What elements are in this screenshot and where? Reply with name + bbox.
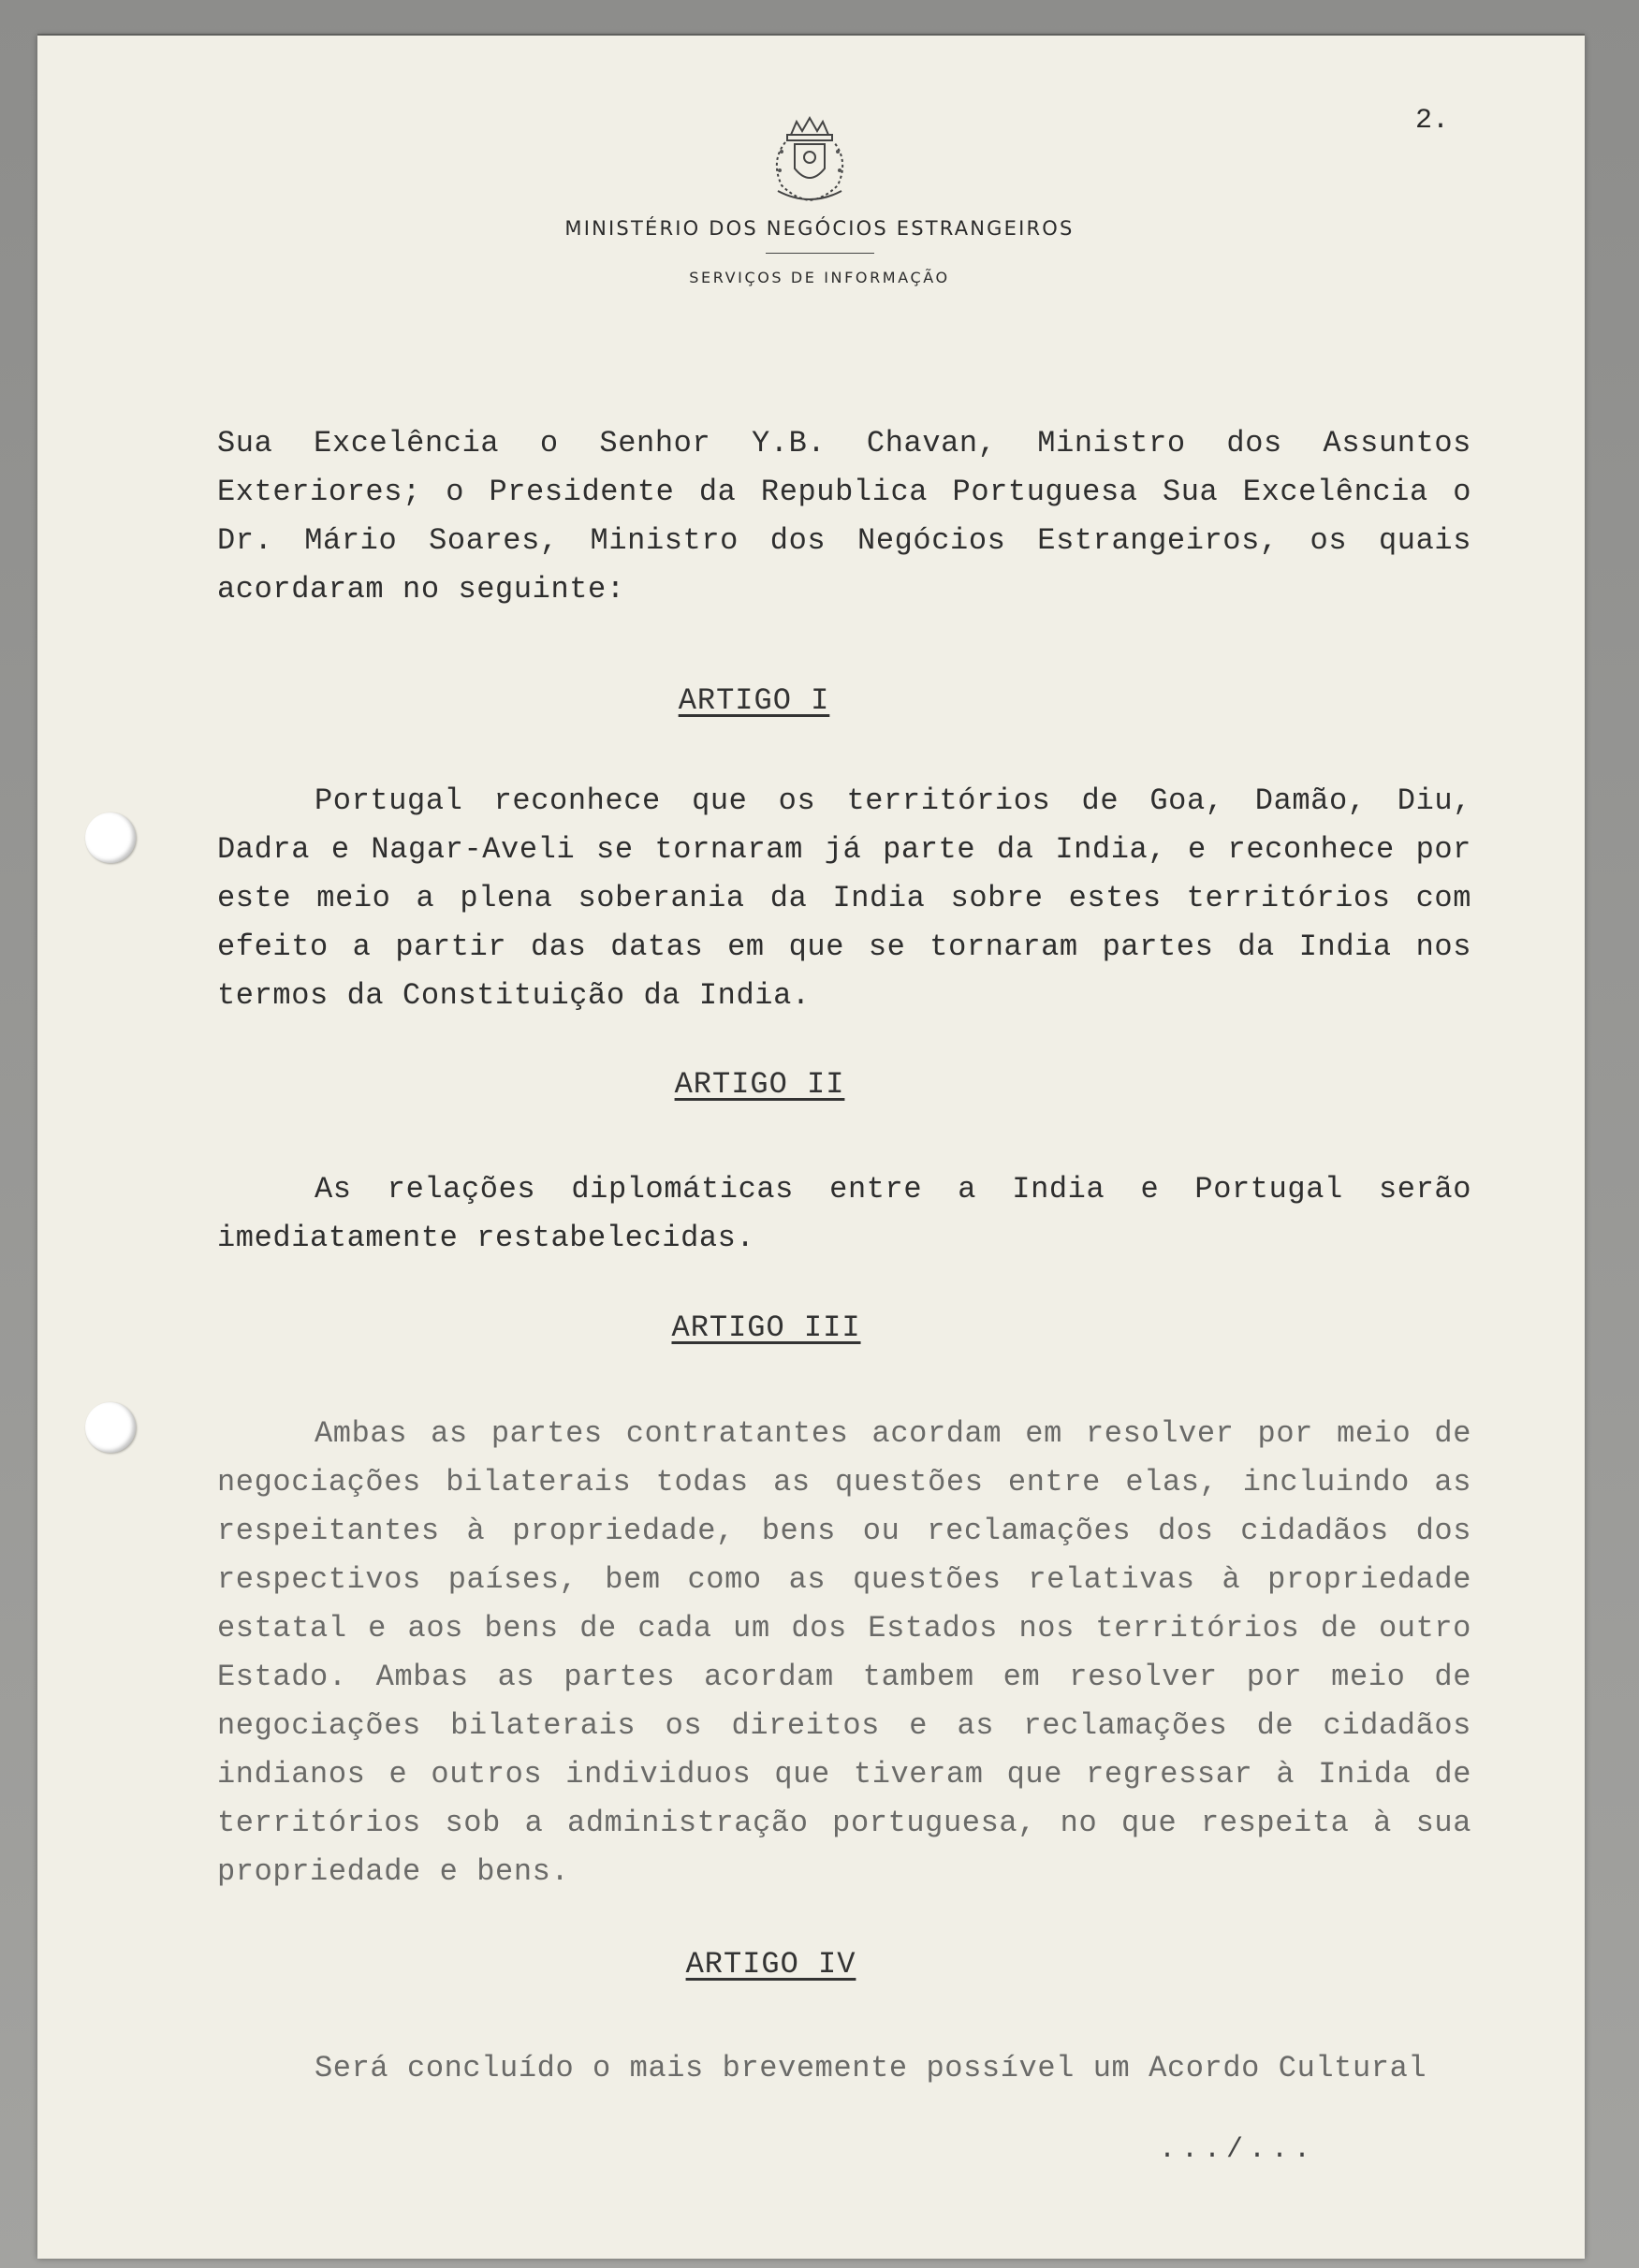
document-page <box>37 36 1585 2259</box>
article-3-heading: ARTIGO III <box>671 1310 861 1345</box>
page-number: 2. <box>1415 105 1450 137</box>
ministry-title: MINISTÉRIO DOS NEGÓCIOS ESTRANGEIROS <box>564 217 1075 240</box>
opening-paragraph: Sua Excelência o Senhor Y.B. Chavan, Ministro dos Assuntos Exteriores; o Presidente da Republica Portuguesa Sua Excelência o Dr. Mário Soares, Ministro dos Negócios Estrangeiros, os quais acordaram no seguinte: <box>217 426 1471 607</box>
punch-hole-top <box>85 812 136 863</box>
service-subtitle: SERVIÇOS DE INFORMAÇÃO <box>689 269 950 286</box>
coat-of-arms-icon <box>754 114 866 208</box>
article-4-heading: ARTIGO IV <box>685 1947 856 1982</box>
article-1-text: Portugal reconhece que os territórios de Goa, Damão, Diu, Dadra e Nagar-Aveli se tornaram já parte da India, e reconhece por este meio a plena soberania da India sobre estes territórios com efeito a partir das datas em que se tornaram partes da India nos termos da Constituição da India. <box>217 783 1471 1013</box>
article-2-text: As relações diplomáticas entre a India e Portugal serão imediatamente restabelecidas. <box>217 1172 1471 1255</box>
article-1-heading: ARTIGO I <box>678 683 830 718</box>
punch-hole-bottom <box>85 1402 136 1453</box>
article-3-text: Ambas as partes contratantes acordam em resolver por meio de negociações bilaterais todas as questões entre elas, incluindo as respeitantes à propriedade, bens ou reclamações dos cidadãos dos respectivos países, bem como as questões relativas à propriedade estatal e aos bens de cada um dos Estados nos territórios de outro Estado. Ambas as partes acordam tambem em resolver por meio de negociações bilaterais os direitos e as reclamações de cidadãos indianos e outros individuos que tiveram que regressar à Inida de territórios sob a administração portuguesa, no que respeita à sua propriedade e bens. <box>217 1416 1471 1889</box>
article-2-heading: ARTIGO II <box>674 1067 845 1102</box>
letterhead-divider <box>766 253 874 254</box>
continuation-mark: .../... <box>1159 2134 1317 2166</box>
article-4-text: Será concluído o mais brevemente possível um Acordo Cultural <box>315 2051 1427 2085</box>
